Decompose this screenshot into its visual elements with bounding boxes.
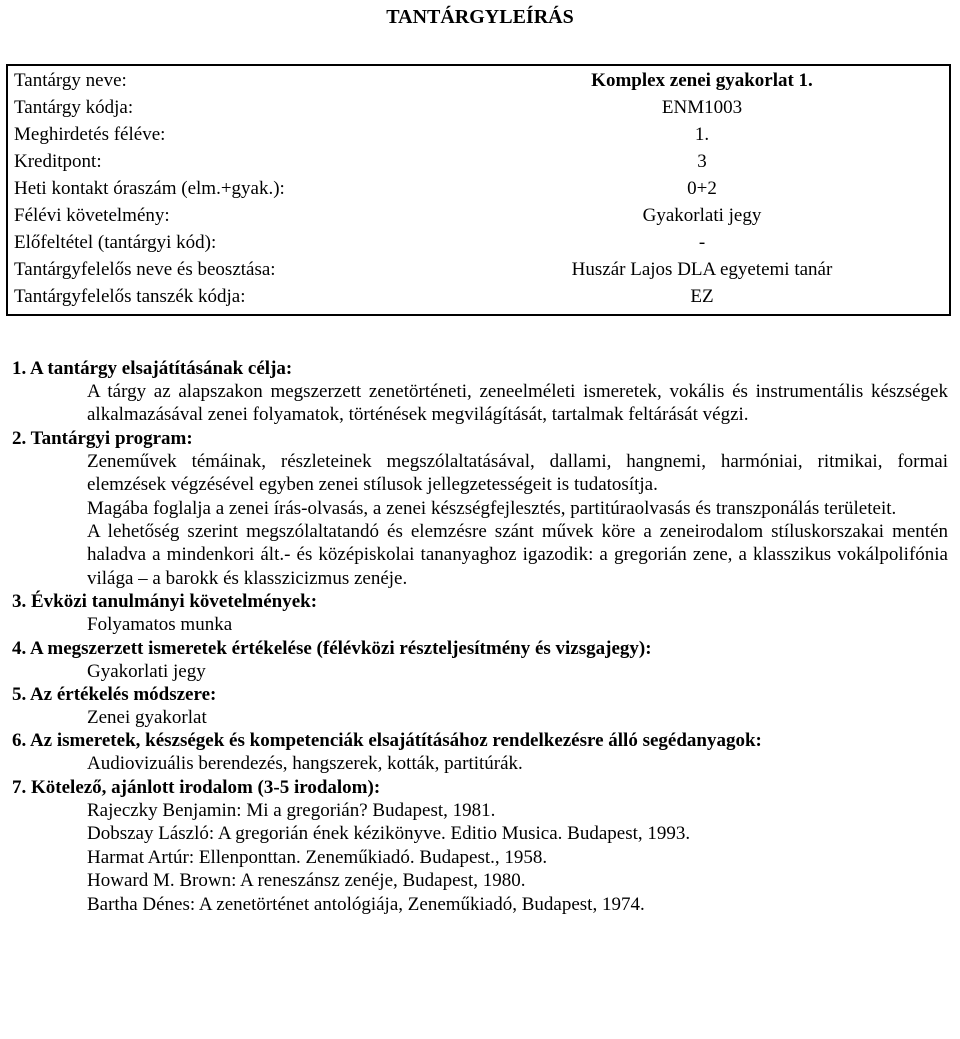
info-label: Tantárgyfelelős neve és beosztása: [14,259,276,280]
info-row-requirement [8,203,949,229]
section-text: Gyakorlati jegy [87,660,206,682]
info-row-semester [8,122,949,148]
reference-item: Dobszay László: A gregorián ének kézikönyve. Editio Musica. Budapest, 1993. [87,823,691,845]
info-value: ENM1003 [661,97,743,118]
info-value: Huszár Lajos DLA egyetemi tanár [571,259,833,280]
info-value: 0+2 [687,178,717,199]
reference-item: Harmat Artúr: Ellenponttan. Zeneműkiadó. Budapest., 1958. [87,846,548,868]
section-text: Audiovizuális berendezés, hangszerek, kották, partitúrák. [87,753,523,775]
section-heading: 2. Tantárgyi program: [12,427,193,449]
info-row-course-code [8,95,949,121]
info-label: Tantárgy kódja: [14,97,134,118]
section-text: Zenei gyakorlat [87,707,207,729]
section-paragraph: Zeneművek témáinak, részleteinek megszólaltatásával, dallami, hangnemi, harmóniai, ritmikai, formai elemzések végzésével egyben zenei stílusok jellegzetességeit is tudatosítja. [87,450,948,496]
section-heading: 1. A tantárgy elsajátításának célja: [12,358,293,379]
info-label: Heti kontakt óraszám (elm.+gyak.): [14,178,285,199]
page-title: TANTÁRGYLEÍRÁS [386,6,574,28]
info-label: Meghirdetés féléve: [14,124,166,145]
info-value: 3 [697,151,707,172]
info-value: Komplex zenei gyakorlat 1. [591,70,813,91]
section-paragraph: Magába foglalja a zenei írás-olvasás, a zenei készségfejlesztés, partitúraolvasás és transzponálás területeit. [87,497,897,519]
info-label: Kreditpont: [14,151,102,172]
info-row-responsible [8,257,949,283]
info-row-credits [8,149,949,175]
info-label: Tantárgyfelelős tanszék kódja: [14,286,246,307]
info-row-department [8,284,949,310]
section-heading: 3. Évközi tanulmányi követelmények: [12,591,318,613]
info-label: Tantárgy neve: [14,70,127,91]
section-paragraph: A lehetőség szerint megszólaltatandó és elemzésre szánt művek köre a zeneirodalom stíluskorszakai mentén haladva a mindenkori ált.- és középiskolai tananyaghoz igazodik: a gregorián zene, a klasszikus vokálpolifónia világa – a barokk és klasszicizmus zenéje. [87,521,948,589]
section-heading: 5. Az értékelés módszere: [12,684,217,706]
info-row-course-name [8,68,949,94]
section-text: Folyamatos munka [87,614,233,636]
reference-list [87,799,948,916]
reference-item: Rajeczky Benjamin: Mi a gregorián? Budapest, 1981. [87,799,496,821]
info-value: Gyakorlati jegy [642,205,762,226]
section-text: A tárgy az alapszakon megszerzett zenetörténeti, zeneelméleti ismeretek, vokális és instrumentális készségek alkalmazásával zenei folyamatok, történések megvilágítását, tartalmak feltárását végzi. [87,381,948,426]
info-label: Előfeltétel (tantárgyi kód): [14,232,217,253]
course-description [12,357,948,916]
info-row-prerequisite [8,230,949,256]
info-value: EZ [690,286,714,307]
section-heading: 7. Kötelező, ajánlott irodalom (3-5 irodalom): [12,776,381,798]
reference-item: Howard M. Brown: A reneszánsz zenéje, Budapest, 1980. [87,870,526,892]
section-heading: 4. A megszerzett ismeretek értékelése (félévközi részteljesítmény és vizsgajegy): [12,637,652,659]
info-value: 1. [694,124,710,145]
section-heading: 6. Az ismeretek, készségek és kompetenciák elsajátításához rendelkezésre álló segédanyagok: [12,730,762,752]
course-info-box [6,64,951,316]
info-label: Félévi követelmény: [14,205,170,226]
reference-item: Bartha Dénes: A zenetörténet antológiája, Zeneműkiadó, Budapest, 1974. [87,893,645,915]
info-value: - [698,232,706,253]
info-row-weekly-hours [8,176,949,202]
